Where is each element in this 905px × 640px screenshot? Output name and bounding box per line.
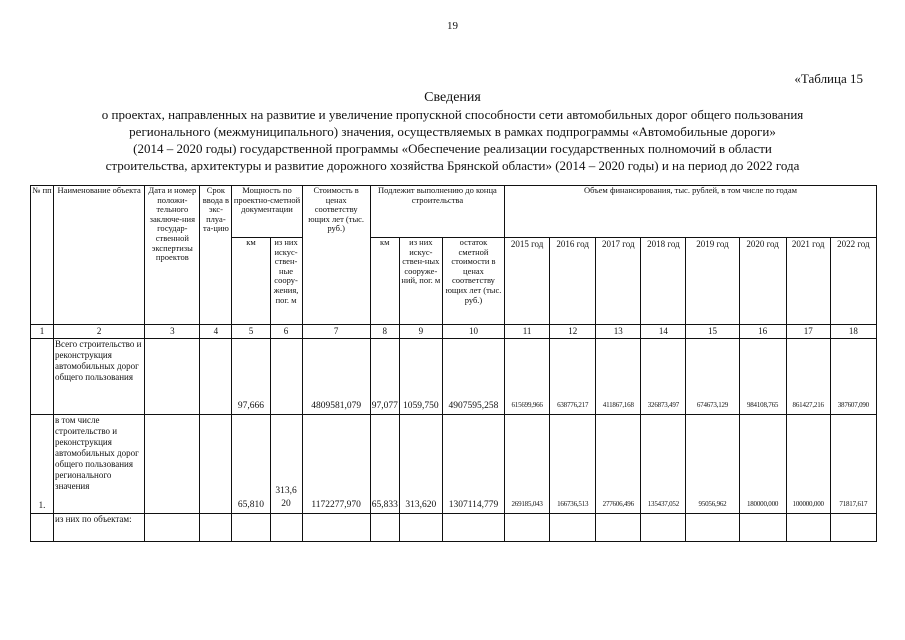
- heading-line: о проектах, направленных на развитие и увеличение пропускной способности сети автомобильных дорог общего пользования: [101, 107, 804, 122]
- heading-line: строительства, архитектуры и развитие дорожного хозяйства Брянской области» (2014 – 2020 годы) и на период до 2022 года: [105, 158, 800, 173]
- header-year: 2021 год: [786, 238, 830, 325]
- column-number: 16: [739, 325, 786, 339]
- row-no: [31, 514, 54, 542]
- row-remaining-cost: 1307114,779: [442, 415, 504, 514]
- header-remaining-cost: остаток сметной стоимости в ценах соответству ющих лет (тыс. руб.): [442, 238, 504, 325]
- header-funding: Объем финансирования, тыс. рублей, в том числе по годам: [505, 186, 877, 238]
- row-year-value: 387607,090: [830, 339, 876, 415]
- header-year: 2017 год: [596, 238, 641, 325]
- row-name: Всего строительство и реконструкция автомобильных дорог общего пользования: [54, 339, 145, 415]
- empty-cell: [596, 514, 641, 542]
- column-number: 14: [641, 325, 686, 339]
- row-capacity-struct: 313,6 20: [270, 415, 302, 514]
- row-capacity-km: 97,666: [232, 339, 270, 415]
- document-heading: [0, 89, 905, 174]
- table-row: [31, 514, 877, 542]
- row-year-value: 166736,513: [550, 415, 596, 514]
- page-number: 19: [447, 20, 458, 32]
- column-number: 8: [370, 325, 399, 339]
- header-remaining-km: км: [370, 238, 399, 325]
- header-expertise: Дата и номер положи-тельного заключе-ния государ-ственной экспертизы проектов: [145, 186, 200, 325]
- header-year: 2018 год: [641, 238, 686, 325]
- empty-cell: [786, 514, 830, 542]
- row-year-value: 326873,497: [641, 339, 686, 415]
- table-label: «Таблица 15: [794, 71, 863, 86]
- empty-cell: [232, 514, 270, 542]
- empty-cell: [399, 514, 442, 542]
- row-name: в том числе строительство и реконструкция автомобильных дорог общего пользования регионального значения: [54, 415, 145, 514]
- empty-cell: [739, 514, 786, 542]
- header-remaining: Подлежит выполнению до конца строительства: [370, 186, 504, 238]
- row-remaining-km: 97,077: [370, 339, 399, 415]
- row-year-value: 71817,617: [830, 415, 876, 514]
- row-cost: 4809581,079: [302, 339, 370, 415]
- column-number: 4: [200, 325, 232, 339]
- row-cost: 1172277,970: [302, 415, 370, 514]
- row-year-value: 984108,765: [739, 339, 786, 415]
- empty-cell: [442, 514, 504, 542]
- column-number: 7: [302, 325, 370, 339]
- heading-title: Сведения: [424, 90, 481, 105]
- row-remaining-km: 65,833: [370, 415, 399, 514]
- header-no: № пп: [31, 186, 54, 325]
- column-number: 2: [54, 325, 145, 339]
- heading-line: регионального (межмуниципального) значения, осуществляемых в рамках подпрограммы «Автомобильные дороги»: [129, 124, 776, 139]
- empty-cell: [505, 514, 550, 542]
- empty-cell: [145, 514, 200, 542]
- row-year-value: 638776,217: [550, 339, 596, 415]
- header-capacity-struct: из них искус-ствен-ные соору-жения, пог. м: [270, 238, 302, 325]
- row-year-value: 269185,043: [505, 415, 550, 514]
- column-number: 13: [596, 325, 641, 339]
- row-commission: [200, 339, 232, 415]
- row-year-value: 615699,966: [505, 339, 550, 415]
- header-year: 2022 год: [830, 238, 876, 325]
- column-number-row: [31, 325, 877, 339]
- header-year: 2019 год: [686, 238, 739, 325]
- header-cost: Стоимость в ценах соответству ющих лет (тыс. руб.): [302, 186, 370, 325]
- row-remaining-cost: 4907595,258: [442, 339, 504, 415]
- column-number: 18: [830, 325, 876, 339]
- header-capacity: Мощность по проектно-сметной документации: [232, 186, 302, 238]
- empty-cell: [270, 514, 302, 542]
- row-no: 1.: [31, 415, 54, 514]
- table-row: [31, 415, 877, 514]
- row-year-value: 411867,168: [596, 339, 641, 415]
- row-remaining-struct: 1059,750: [399, 339, 442, 415]
- row-no: [31, 339, 54, 415]
- row-year-value: 277606,496: [596, 415, 641, 514]
- header-name: Наименование объекта: [54, 186, 145, 325]
- empty-cell: [830, 514, 876, 542]
- row-expertise: [145, 339, 200, 415]
- header-year: 2016 год: [550, 238, 596, 325]
- column-number: 10: [442, 325, 504, 339]
- row-name: из них по объектам:: [54, 514, 145, 542]
- empty-cell: [686, 514, 739, 542]
- column-number: 3: [145, 325, 200, 339]
- row-commission: [200, 415, 232, 514]
- row-year-value: 674673,129: [686, 339, 739, 415]
- row-expertise: [145, 415, 200, 514]
- heading-line: (2014 – 2020 годы) государственной программы «Обеспечение реализации государственных полномочий в области: [133, 141, 772, 156]
- projects-table: [30, 185, 877, 542]
- row-year-value: 861427,216: [786, 339, 830, 415]
- header-capacity-km: км: [232, 238, 270, 325]
- column-number: 6: [270, 325, 302, 339]
- empty-cell: [641, 514, 686, 542]
- header-commission: Срок ввода в экс-плуа-та-цию: [200, 186, 232, 325]
- empty-cell: [550, 514, 596, 542]
- column-number: 15: [686, 325, 739, 339]
- empty-cell: [302, 514, 370, 542]
- row-year-value: 135437,052: [641, 415, 686, 514]
- column-number: 17: [786, 325, 830, 339]
- empty-cell: [200, 514, 232, 542]
- column-number: 5: [232, 325, 270, 339]
- row-capacity-km: 65,810: [232, 415, 270, 514]
- table-row: [31, 339, 877, 415]
- row-year-value: 95056,962: [686, 415, 739, 514]
- row-capacity-struct: [270, 339, 302, 415]
- column-number: 9: [399, 325, 442, 339]
- empty-cell: [370, 514, 399, 542]
- header-remaining-struct: из них искус-ствен-ных сооруже-ний, пог. м: [399, 238, 442, 325]
- header-year: 2015 год: [505, 238, 550, 325]
- column-number: 12: [550, 325, 596, 339]
- column-number: 1: [31, 325, 54, 339]
- row-year-value: 100000,000: [786, 415, 830, 514]
- header-year: 2020 год: [739, 238, 786, 325]
- row-year-value: 180000,000: [739, 415, 786, 514]
- column-number: 11: [505, 325, 550, 339]
- row-remaining-struct: 313,620: [399, 415, 442, 514]
